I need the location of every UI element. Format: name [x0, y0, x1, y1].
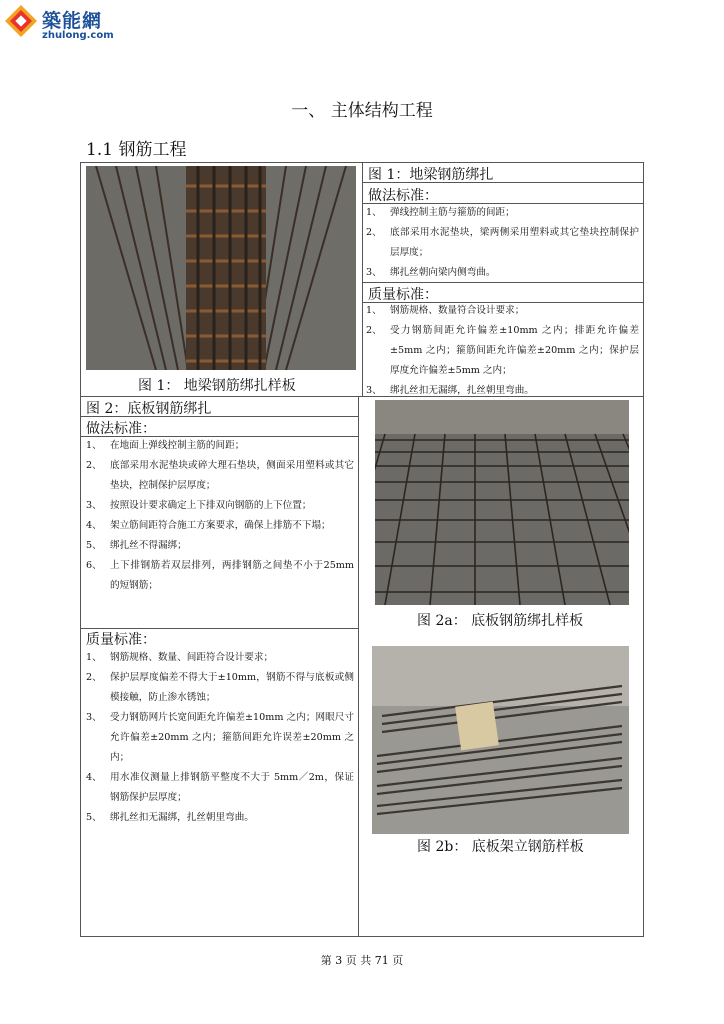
- fig2-method-heading: 做法标准：: [86, 421, 156, 437]
- fig1-quality-list: [366, 301, 639, 401]
- fig1-method-heading: 做法标准：: [368, 188, 438, 204]
- item-number: 3、: [86, 500, 102, 511]
- item-number: 4、: [86, 772, 102, 783]
- item-text: 钢筋规格、数量符合设计要求；: [390, 305, 525, 316]
- list-item: [366, 203, 639, 223]
- figure-2-header: 图 2：底板钢筋绑扎: [86, 401, 212, 417]
- fig1-quality-heading: 质量标准：: [368, 287, 438, 303]
- figure-1-caption: 图 1： 地梁钢筋绑扎样板: [138, 378, 296, 394]
- item-text: 绑扎丝朝向梁内侧弯曲。: [390, 267, 496, 278]
- column-divider-top: [362, 162, 363, 396]
- item-number: 2、: [366, 227, 382, 238]
- item-number: 1、: [86, 652, 102, 663]
- logo-name: 築能網: [42, 10, 103, 32]
- item-number: 2、: [86, 460, 102, 471]
- figure-1-header: 图 1：地梁钢筋绑扎: [368, 167, 494, 183]
- item-text: 上下排钢筋若双层排列，两排钢筋之间垫不小于25mm 的短钢筋；: [110, 560, 354, 591]
- list-item: [86, 496, 354, 516]
- list-item: [366, 223, 639, 263]
- fig2-quality-list: [86, 648, 354, 828]
- item-text: 受力钢筋网片长宽间距允许偏差±10mm 之内；网眼尺寸允许偏差±20mm 之内；箍筋间距允许误差±20mm 之内；: [110, 712, 354, 763]
- list-item: [86, 536, 354, 556]
- item-text: 用水准仪测量上排钢筋平整度不大于 5mm／2m，保证钢筋保护层厚度；: [110, 772, 354, 803]
- zhulong-logo: [4, 4, 144, 44]
- item-text: 弹线控制主筋与箍筋的间距；: [390, 207, 515, 218]
- figure-2a-caption: 图 2a： 底板钢筋绑扎样板: [417, 613, 584, 629]
- item-number: 2、: [366, 325, 382, 336]
- list-item: [86, 648, 354, 668]
- logo-mark-icon: [4, 4, 38, 38]
- list-item: [86, 768, 354, 808]
- item-number: 5、: [86, 812, 102, 823]
- item-text: 底部采用水泥垫块或碎大理石垫块，侧面采用塑料或其它垫块，控制保护层厚度；: [110, 460, 354, 491]
- item-text: 在地面上弹线控制主筋的间距；: [110, 440, 245, 451]
- figure-2b-caption: 图 2b： 底板架立钢筋样板: [417, 839, 584, 855]
- item-text: 钢筋规格、数量、间距符合设计要求；: [110, 652, 274, 663]
- list-item: [86, 808, 354, 828]
- list-item: [86, 668, 354, 708]
- item-number: 1、: [86, 440, 102, 451]
- item-number: 3、: [86, 712, 102, 723]
- item-number: 3、: [366, 267, 382, 278]
- item-text: 架立筋间距符合施工方案要求，确保上排筋不下塌；: [110, 520, 331, 531]
- item-text: 受力钢筋间距允许偏差±10mm 之内；排距允许偏差±5mm 之内；箍筋间距允许偏差±20mm 之内；保护层厚度允许偏差±5mm 之内；: [390, 325, 639, 376]
- list-item: [86, 436, 354, 456]
- list-item: [86, 708, 354, 768]
- list-item: [86, 516, 354, 536]
- item-text: 按照设计要求确定上下排双向钢筋的上下位置；: [110, 500, 312, 511]
- photo-support-rebar: [372, 646, 629, 834]
- list-item: [86, 456, 354, 496]
- item-number: 2、: [86, 672, 102, 683]
- item-number: 3、: [366, 385, 382, 396]
- logo-url: zhulong.com: [42, 30, 114, 41]
- list-item: [366, 263, 639, 283]
- list-item: [366, 381, 639, 401]
- item-text: 绑扎丝扣无漏绑，扎丝朝里弯曲。: [110, 812, 254, 823]
- photo-ground-beam-rebar: [86, 166, 356, 370]
- list-item: [366, 321, 639, 381]
- item-number: 4、: [86, 520, 102, 531]
- photo-slab-rebar-mesh: [375, 400, 629, 605]
- list-item: [366, 301, 639, 321]
- page-footer: 第 3 页 共 71 页: [320, 954, 404, 967]
- item-number: 1、: [366, 207, 382, 218]
- item-number: 6、: [86, 560, 102, 571]
- item-text: 保护层厚度偏差不得大于±10mm，钢筋不得与底板或侧模接触，防止渗水锈蚀；: [110, 672, 354, 703]
- list-item: [86, 556, 354, 596]
- item-number: 1、: [366, 305, 382, 316]
- fig1-method-list: [366, 203, 639, 283]
- section-title: 1.1 钢筋工程: [86, 140, 187, 160]
- fig2-method-list: [86, 436, 354, 596]
- item-number: 5、: [86, 540, 102, 551]
- item-text: 绑扎丝扣无漏绑，扎丝朝里弯曲。: [390, 385, 534, 396]
- fig2-quality-heading: 质量标准：: [86, 632, 156, 648]
- column-divider-bottom: [358, 396, 359, 937]
- item-text: 绑扎丝不得漏绑；: [110, 540, 187, 551]
- page-title: 一、 主体结构工程: [291, 101, 433, 121]
- item-text: 底部采用水泥垫块，梁两侧采用塑料或其它垫块控制保护层厚度；: [390, 227, 639, 258]
